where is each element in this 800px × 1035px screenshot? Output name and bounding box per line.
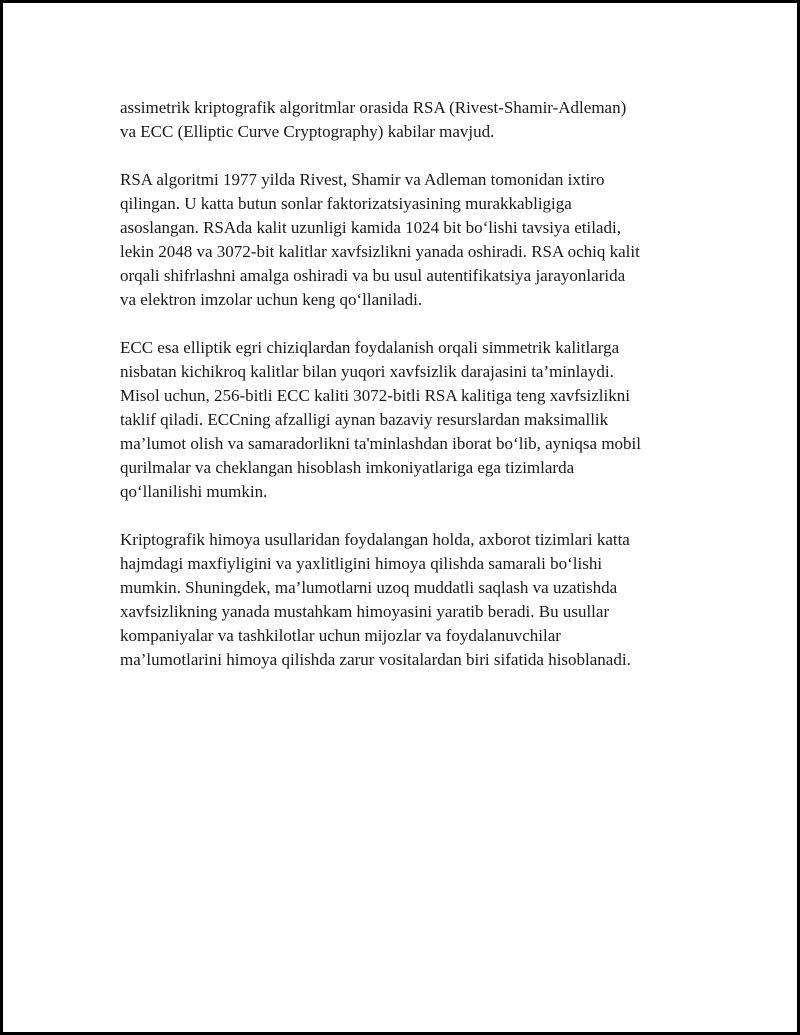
paragraph-2 — [120, 168, 700, 312]
text-line: taklif qiladi. ECCning afzalligi aynan bazaviy resurslardan maksimallik — [120, 410, 609, 429]
text-line: mumkin. Shuningdek, ma’lumotlarni uzoq muddatli saqlash va uzatishda — [120, 578, 618, 597]
text-line: va elektron imzolar uchun keng qo‘llaniladi. — [120, 290, 423, 309]
text-line: kompaniyalar va tashkilotlar uchun mijozlar va foydalanuvchilar — [120, 626, 561, 645]
paragraph-3 — [120, 336, 700, 504]
text-line: RSA algoritmi 1977 yilda Rivest, Shamir va Adleman tomonidan ixtiro — [120, 170, 605, 189]
text-line: Kriptografik himoya usullaridan foydalangan holda, axborot tizimlari katta — [120, 530, 630, 549]
paragraph-1 — [120, 96, 700, 144]
text-line: Misol uchun, 256-bitli ECC kaliti 3072-bitli RSA kalitiga teng xavfsizlikni — [120, 386, 630, 405]
text-line: va ECC (Elliptic Curve Cryptography) kabilar mavjud. — [120, 122, 495, 141]
text-line: hajmdagi maxfiyligini va yaxlitligini himoya qilishda samarali bo‘lishi — [120, 554, 603, 573]
paragraph-4 — [120, 528, 700, 672]
text-line: orqali shifrlashni amalga oshiradi va bu usul autentifikatsiya jarayonlarida — [120, 266, 626, 285]
text-line: assimetrik kriptografik algoritmlar orasida RSA (Rivest-Shamir-Adleman) — [120, 98, 627, 117]
text-line: qurilmalar va cheklangan hisoblash imkoniyatlariga ega tizimlarda — [120, 458, 575, 477]
text-line: ma’lumotlarini himoya qilishda zarur vositalardan biri sifatida hisoblanadi. — [120, 650, 631, 669]
text-line: ma’lumot olish va samaradorlikni ta'minlashdan iborat bo‘lib, ayniqsa mobil — [120, 434, 641, 453]
text-line: asoslangan. RSAda kalit uzunligi kamida 1024 bit bo‘lishi tavsiya etiladi, — [120, 218, 621, 237]
text-line: lekin 2048 va 3072-bit kalitlar xavfsizlikni yanada oshiradi. RSA ochiq kalit — [120, 242, 640, 261]
text-line: nisbatan kichikroq kalitlar bilan yuqori xavfsizlik darajasini ta’minlaydi. — [120, 362, 614, 381]
text-line: ECC esa elliptik egri chiziqlardan foydalanish orqali simmetrik kalitlarga — [120, 338, 620, 357]
text-line: xavfsizlikning yanada mustahkam himoyasini yaratib beradi. Bu usullar — [120, 602, 610, 621]
text-line: qo‘llanilishi mumkin. — [120, 482, 268, 501]
document-body — [120, 96, 700, 696]
text-line: qilingan. U katta butun sonlar faktorizatsiyasining murakkabligiga — [120, 194, 572, 213]
